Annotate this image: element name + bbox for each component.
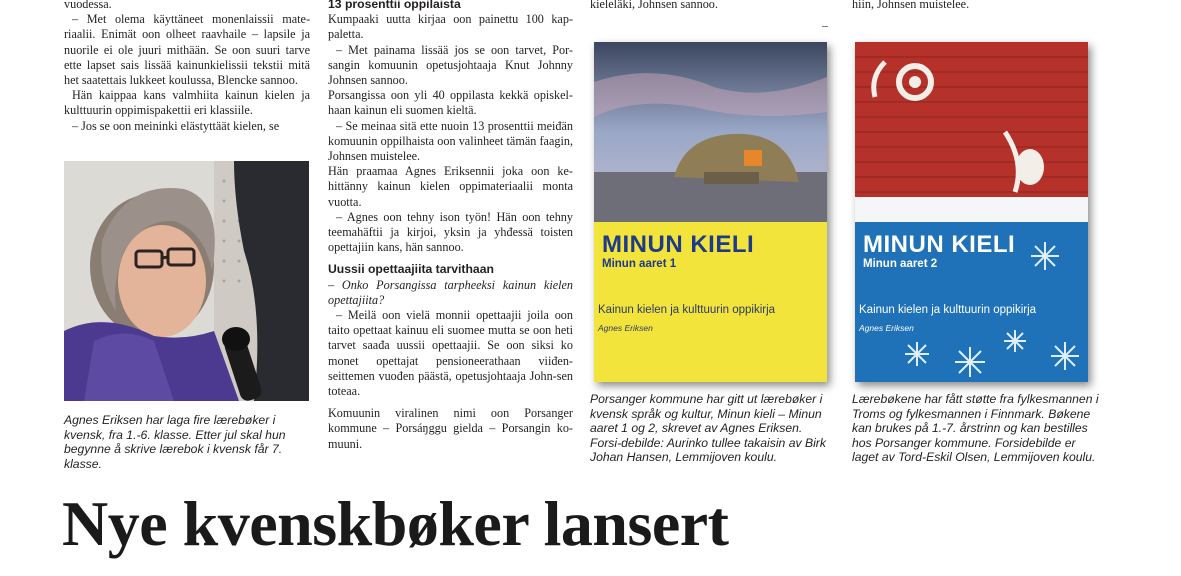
paragraph: Hän praamaa Agnes Eriksennii joka oon ke-hittänny kainun kielen oppimateriaalii monta vuotta. (328, 164, 573, 209)
paragraph: – Met olema käyttäneet monenlaissii mate-riaalii. Enimät oon olheet raavhaile – lapsile ja nuorile ei ole juuri mithään. Se oon suuri tarve ette lapset sais lissää kainunkielissii tekstii mitä het saatettais lukkeet koulussa, Blencke sannoo. (64, 12, 310, 88)
book-tagline: Kainun kielen ja kulttuurin oppikirja (598, 304, 776, 316)
book-subtitle: Minun aaret 1 (602, 258, 677, 270)
author-photo (64, 161, 309, 401)
subheading: Uussii opettaajiita tarvithaan (328, 262, 494, 277)
paragraph: Komuunin viralinen nimi oon Porsanger kommune – Porsáŋggu gielda – Porsangin ko-muuni. (328, 406, 573, 451)
book-2-caption: Lærebøkene har fått støtte fra fylkesmannen i Troms og fylkesmannen i Finnmark. Bøkene kan brukes på 1.-7. årstrinn og kan bestilles hos Porsanger kommune. Forsidebilde er laget av Tord-Eskil Olsen, Lemmijoven koulu. (852, 392, 1099, 464)
book-tagline: Kainun kielen ja kulttuurin oppikirja (859, 304, 1037, 316)
article-headline: Nye kvenskbøker lansert (62, 488, 729, 559)
paragraph: – Meilä oon vielä monnii opettaajii joila oon taito opettaat kainuu eli suomee mutta se oon heti tarvet saađa uussii opettaajii. Se oon siksi ko monet opettajat pensioneerathaan viiđen-seittemen vuođen päästä, opetusjohtaaja John-sen toteaa. (328, 308, 573, 399)
book-title: MINUN KIELI (863, 231, 1016, 258)
paragraph: Porsangissa oon yli 40 oppilasta kekkä opiskel-haan kainun eli suomen kieltä. (328, 88, 573, 118)
photo-caption: Agnes Eriksen har laga fire lærebøker i kvensk, fra 1.-6. klasse. Etter jul skal hun begynne å skrive lærebok i kvensk får 7. klasse. (64, 413, 286, 471)
book-cover-2 (855, 42, 1088, 382)
article-column-4 (852, 0, 1087, 12)
paragraph: hiin, Johnsen muistelee. (852, 0, 970, 11)
book-1-caption: Porsanger kommune har gitt ut lærebøker i kvensk språk og kultur, Minun kieli – Minun aaret 1 og 2, skrevet av Agnes Eriksen. Forsi-debilde: Aurinko tullee takaisin av Birk Johan Hansen, Lemmijoven koulu. (590, 392, 826, 464)
book-author: Agnes Eriksen (598, 323, 653, 333)
book-author: Agnes Eriksen (859, 323, 914, 333)
subheading: 13 prosenttii oppilaista (328, 0, 461, 11)
book-subtitle: Minun aaret 2 (863, 258, 938, 270)
article-column-2 (328, 0, 573, 452)
book-title: MINUN KIELI (602, 231, 755, 258)
article-column-3 (590, 0, 830, 12)
paragraph: Kumpaaki uutta kirjaa oon painettu 100 kap-paletta. (328, 12, 573, 42)
paragraph: Hän kaippaa kans valmhiita kainun kielen ja kulttuurin oppimispakettii eri klassiile. (64, 88, 310, 118)
paragraph: – Se meinaa sitä ette nuoin 13 prosenttii meiđän komuunin oppilhaista oon valinheet tämän faagin, Johnsen muistelee. (328, 118, 573, 164)
paragraph: – Met painama lissää jos se oon tarvet, Por-sangin komuunin opetusjohtaaja Knut Johnny Johnsen sannoo. (328, 42, 573, 88)
paragraph: vuodessa. (64, 0, 112, 11)
paragraph: kieleläki, Johnsen sannoo. (590, 0, 718, 11)
author-photo-illustration (64, 161, 309, 401)
book-cover-1 (594, 42, 827, 382)
paragraph: – Agnes oon tehny ison työn! Hän oon tehny teemahäftii ja kirjoi, yksin ja yhđessä toisten opettajiin kans, hän sannoo. (328, 209, 573, 255)
article-column-1 (64, 0, 310, 134)
interview-question: – Onko Porsangissa tarpheeksi kainun kielen opettajiita? (328, 277, 573, 307)
end-dash: – (822, 18, 828, 32)
paragraph: – Jos se oon meininki elästyttäät kielen, se (72, 118, 280, 133)
